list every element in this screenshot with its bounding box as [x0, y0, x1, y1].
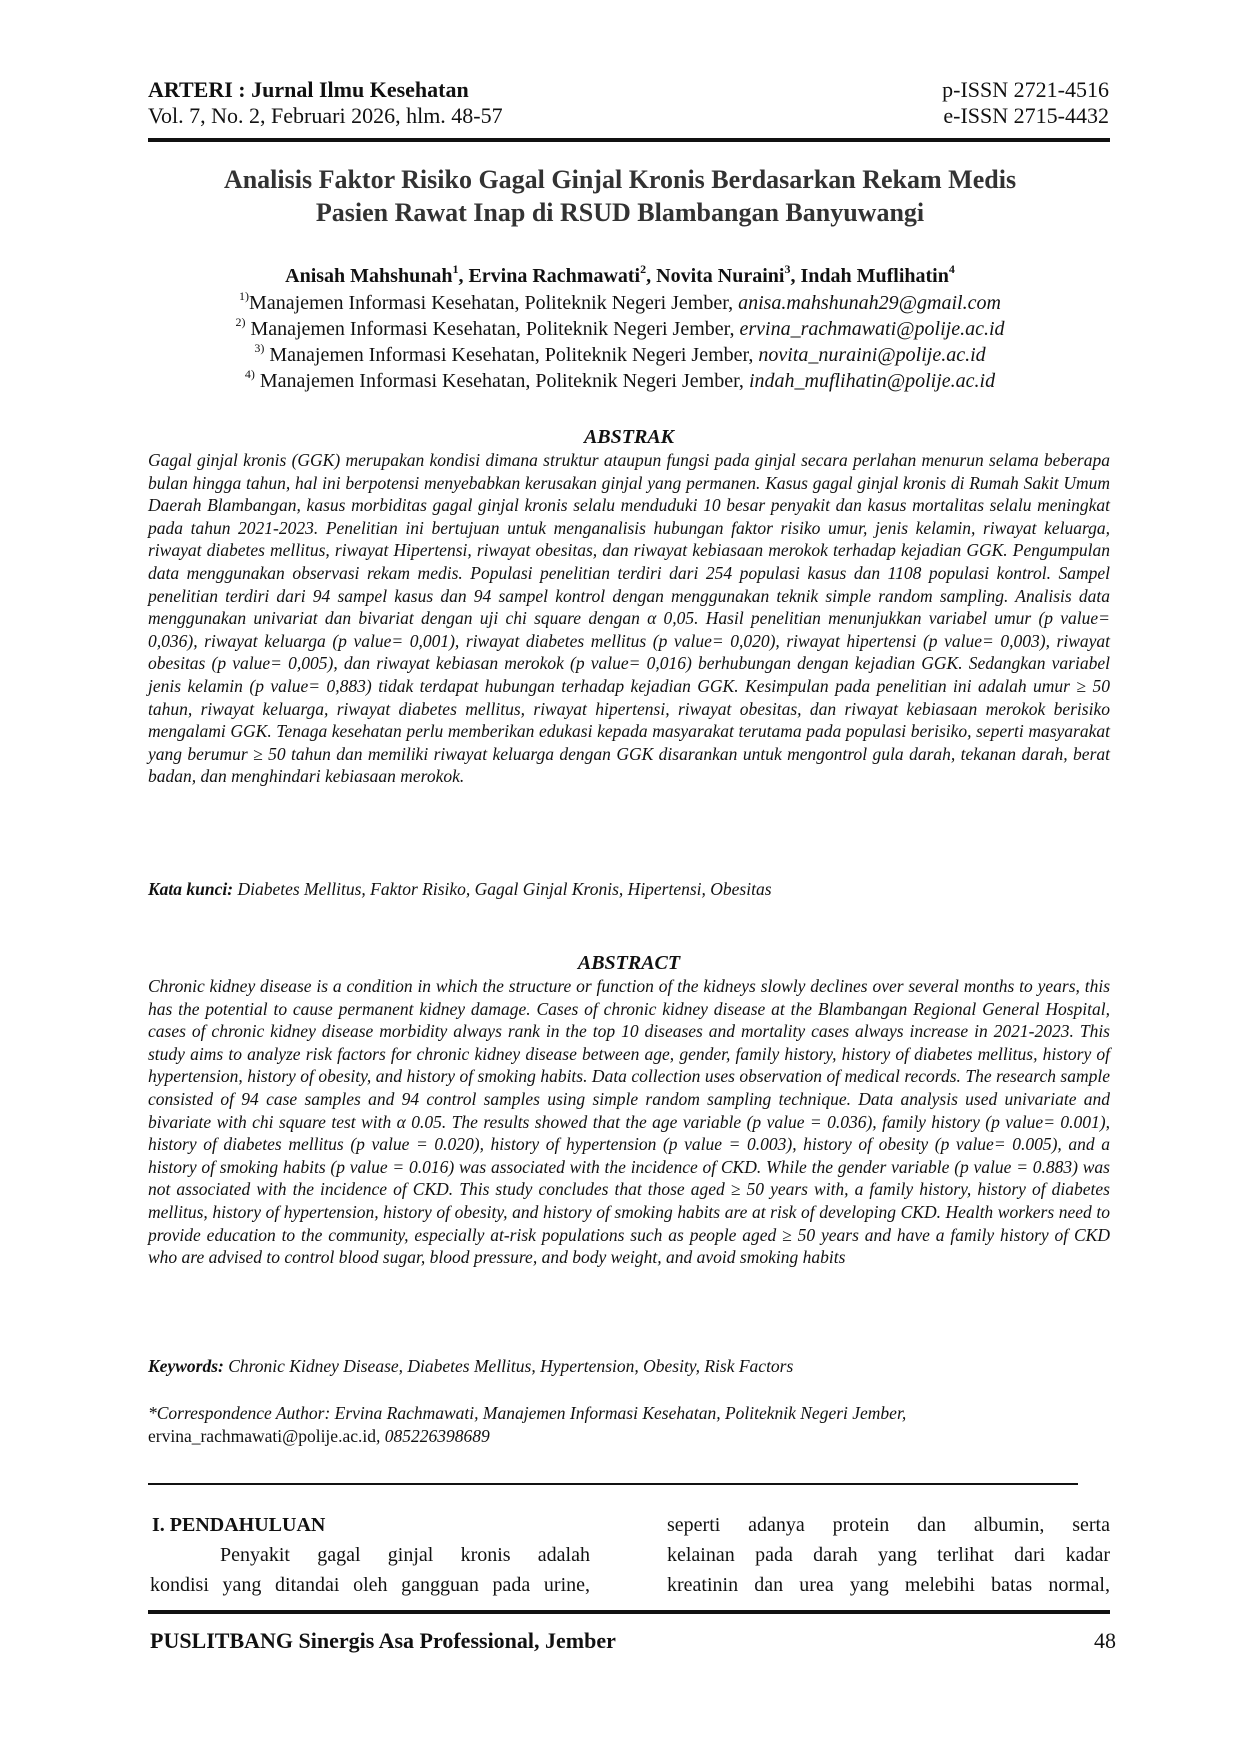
intro-right-line: kreatinin dan urea yang melebihi batas normal,: [667, 1574, 1110, 1596]
intro-left-line: kondisi yang ditandai oleh gangguan pada urine,: [150, 1574, 590, 1596]
paper-title-line-1: Analisis Faktor Risiko Gagal Ginjal Kronis Berdasarkan Rekam Medis: [223, 165, 1017, 194]
page-number: 48: [1094, 1628, 1116, 1653]
intro-right-line: seperti adanya protein dan albumin, serta: [667, 1514, 1110, 1536]
affiliation-list: [150, 290, 1090, 394]
correspondence: [148, 1402, 1110, 1448]
abstract-heading: ABSTRACT: [577, 952, 681, 974]
intro-left-line: Penyakit gagal ginjal kronis adalah: [220, 1544, 590, 1566]
footer-rule: [148, 1610, 1110, 1614]
affiliation-email: indah_muflihatin@polije.ac.id: [748, 370, 996, 392]
kata-kunci: [148, 878, 1110, 900]
correspondence-phone: , 085226398689: [375, 1426, 490, 1446]
header-rule: [148, 138, 1110, 142]
author-name: Indah Muflihatin: [800, 265, 949, 287]
author-sup: 3: [784, 262, 791, 277]
affiliation-item: $^{2)}$ Manajemen Informasi Kesehatan, Politeknik Negeri Jember, ervina_rachmawati@polije.ac.id: [235, 315, 1005, 340]
keywords-label: Keywords:: [148, 1356, 224, 1376]
p-issn: p-ISSN 2721-4516: [942, 77, 1109, 102]
keywords-text: Chronic Kidney Disease, Diabetes Mellitus, Hypertension, Obesity, Risk Factors: [223, 1356, 794, 1376]
affiliation-item: $^{3)}$ Manajemen Informasi Kesehatan, Politeknik Negeri Jember, novita_nuraini@polije.ac.id: [254, 341, 986, 366]
abstract-text: Chronic kidney disease is a condition in which the structure or function of the kidneys slowly declines over several months to years, this has the potential to cause permanent kidney damage. Cases of chronic kidney disease at the Blambangan Regional General Hospital, cases of chronic kidney disease morbidity always rank in the top 10 diseases and mortality cases always increase in 2021-2023. This study aims to analyze risk factors for chronic kidney disease between age, gender, family history, history of diabetes mellitus, history of hypertension, history of obesity, and history of smoking habits. Data collection uses observation of medical records. The research sample consisted of 94 case samples and 94 control samples using simple random sampling technique. Data analysis used univariate and bivariate with chi square test with α 0.05. The results showed that the age variable (p value = 0.036), family history (p value= 0.001), history of diabetes mellitus (p value = 0.020), history of hypertension (p value = 0.003), history of obesity (p value= 0.005), and a history of smoking habits (p value = 0.016) was associated with the incidence of CKD. While the gender variable (p value = 0.883) was not associated with the incidence of CKD. This study concludes that those aged ≥ 50 years with, a family history, history of diabetes mellitus, history of hypertension, history of obesity, and history of smoking habits are at risk of developing CKD. Health workers need to provide education to the community, especially at-risk populations such as people aged ≥ 50 years and have a family history of CKD who are advised to control blood sugar, blood pressure, and body weight, and avoid smoking habits: [148, 976, 1110, 1268]
author-list: Anisah Mahshunah$^1$, Ervina Rachmawati$^2$, Novita Nuraini$^3$, Indah Muflihatin$^4$: [285, 262, 955, 287]
journal-name: ARTERI : Jurnal Ilmu Kesehatan: [148, 77, 469, 102]
author-sup: 1: [452, 262, 459, 277]
correspondence-email: ervina_rachmawati@polije.ac.id: [148, 1426, 376, 1446]
intro-left-column: [150, 1510, 590, 1600]
e-issn: e-ISSN 2715-4432: [943, 103, 1109, 128]
section-rule: [148, 1483, 1078, 1485]
correspondence-author: *Correspondence Author: Ervina Rachmawati, Manajemen Informasi Kesehatan, Politeknik Negeri Jember,: [148, 1403, 907, 1423]
abstract-body: [148, 975, 1110, 1269]
journal-volume: Vol. 7, No. 2, Februari 2026, hlm. 48-57: [148, 103, 503, 128]
affiliation-email: ervina_rachmawati@polije.ac.id: [739, 318, 1005, 340]
affiliation-item: $^{4)}$ Manajemen Informasi Kesehatan, Politeknik Negeri Jember, indah_muflihatin@polije.ac.id: [244, 367, 996, 392]
footer-publisher: PUSLITBANG Sinergis Asa Professional, Jember: [150, 1628, 616, 1653]
affiliation-email: anisa.mahshunah29@gmail.com: [738, 292, 1001, 314]
author-name: Anisah Mahshunah: [285, 265, 453, 287]
kata-kunci-text: Diabetes Mellitus, Faktor Risiko, Gagal Ginjal Kronis, Hipertensi, Obesitas: [233, 879, 772, 899]
affiliation-email: novita_nuraini@polije.ac.id: [758, 344, 986, 366]
kata-kunci-label: Kata kunci:: [148, 879, 234, 899]
paper-title: [150, 163, 1090, 229]
abstrak-body: [148, 449, 1110, 788]
affiliation-item: $^{1)}$Manajemen Informasi Kesehatan, Politeknik Negeri Jember, anisa.mahshunah29@gmail.com: [239, 289, 1001, 314]
paper-title-line-2: Pasien Rawat Inap di RSUD Blambangan Banyuwangi: [315, 198, 925, 227]
author-sup: 4: [948, 262, 955, 277]
author-sup: 2: [640, 262, 647, 277]
keywords: [148, 1355, 1110, 1377]
abstrak-heading: ABSTRAK: [583, 426, 675, 448]
intro-right-line: kelainan pada darah yang terlihat dari kadar: [667, 1544, 1110, 1566]
author-name: Novita Nuraini: [656, 265, 785, 287]
author-name: Ervina Rachmawati: [468, 265, 641, 287]
intro-right-column: [667, 1510, 1110, 1600]
abstrak-text: Gagal ginjal kronis (GGK) merupakan kondisi dimana struktur ataupun fungsi pada ginjal secara perlahan menurun selama beberapa bulan hingga tahun, hal ini berpotensi menyebabkan kerusakan ginjal yang permanen. Kasus gagal ginjal kronis di Rumah Sakit Umum Daerah Blambangan, kasus morbiditas gagal ginjal kronis selalu menduduki 10 besar penyakit dan kasus mortalitas selalu meningkat pada tahun 2021-2023. Penelitian ini bertujuan untuk menganalisis hubungan faktor risiko umur, jenis kelamin, riwayat keluarga, riwayat diabetes mellitus, riwayat Hipertensi, riwayat obesitas, dan riwayat kebiasaan merokok terhadap kejadian GGK. Pengumpulan data menggunakan observasi rekam medis. Populasi penelitian terdiri dari 254 populasi kasus dan 1108 populasi kontrol. Sampel penelitian terdiri dari 94 sampel kasus dan 94 sampel kontrol dengan menggunakan teknik simple random sampling. Analisis data menggunakan univariat dan bivariat dengan uji chi square dengan α 0,05. Hasil penelitian menunjukkan variabel umur (p value= 0,036), riwayat keluarga (p value= 0,001), riwayat diabetes mellitus (p value= 0,020), riwayat hipertensi (p value= 0,003), riwayat obesitas (p value= 0,005), dan riwayat kebiasan merokok (p value= 0,016) berhubungan dengan kejadian GGK. Sedangkan variabel jenis kelamin (p value= 0,883) tidak terdapat hubungan terhadap kejadian GGK. Kesimpulan pada penelitian ini adalah umur ≥ 50 tahun, riwayat keluarga, riwayat diabetes mellitus, riwayat hipertensi, riwayat obesitas, dan riwayat kebiasaan merokok berisiko mengalami GGK. Tenaga kesehatan perlu memberikan edukasi kepada masyarakat terutama pada populasi berisiko, seperti masyarakat yang berumur ≥ 50 tahun dan memiliki riwayat keluarga dengan GGK disarankan untuk mengontrol gula darah, tekanan darah, berat badan, dan menghindari kebiasaan merokok.: [148, 450, 1110, 787]
intro-heading: I. PENDAHULUAN: [152, 1514, 326, 1536]
